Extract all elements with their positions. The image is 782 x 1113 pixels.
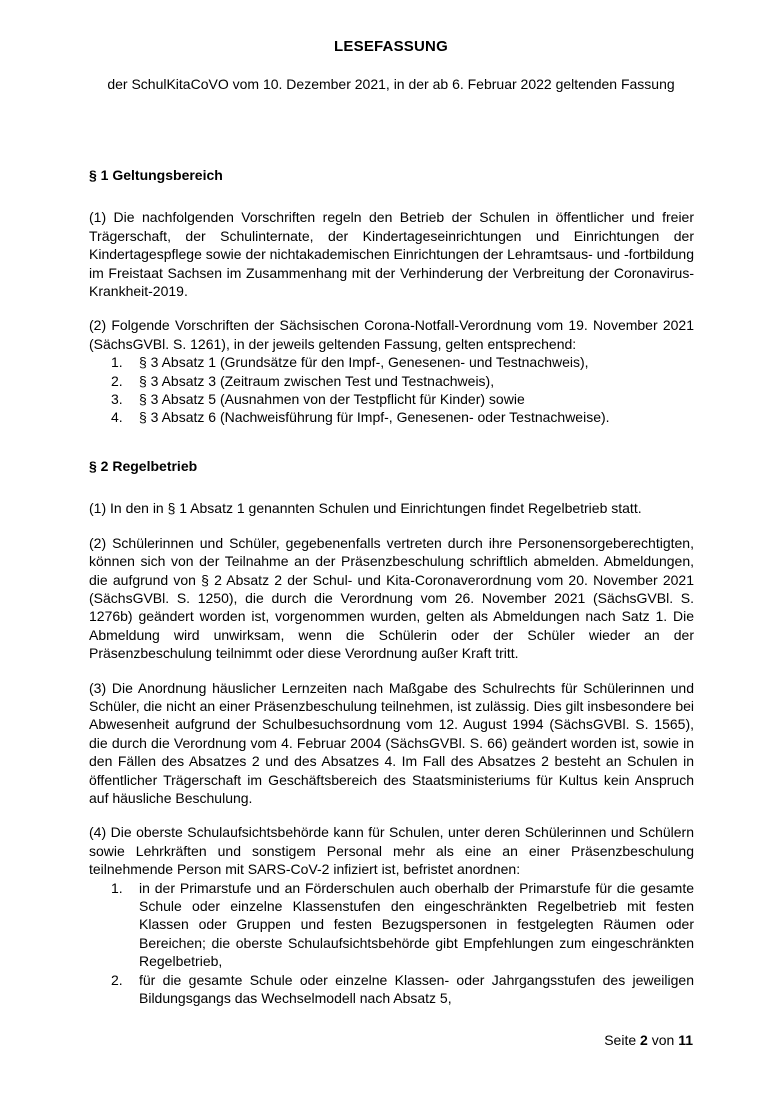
section-2-heading: § 2 Regelbetrieb [89, 457, 198, 474]
list-item-text: § 3 Absatz 3 (Zeitraum zwischen Test und Testnachweis), [139, 372, 495, 389]
list-item [89, 372, 694, 390]
list-item-number: 2. [111, 372, 123, 389]
list-item-text: in der Primarstufe und an Förderschulen auch oberhalb der Primarstufe für die gesamte Schule oder einzelne Klassenstufen den eingeschränkten Regelbetrieb mit festen Klassen oder Gruppen und festen Bezugspersonen in festgelegten Räumen oder Bereichen; die oberste Schulaufsichtsbehörde gibt Empfehlungen zum eingeschränkten Regelbetrieb, [139, 879, 694, 970]
list-item [89, 971, 694, 1008]
section-2-paragraph-2: (2) Schülerinnen und Schüler, gegebenenfalls vertreten durch ihre Personensorgeberechtigten, können sich von der Teilnahme an der Präsenzbeschulung schriftlich abmelden. Abmeldungen, die aufgrund von § 2 Absatz 2 der Schul- und Kita-Coronaverordnung vom 20. November 2021 (SächsGVBl. S. 1250), die durch die Verordnung vom 26. November 2021 (SächsGVBl. S. 1276b) geändert worden ist, vorgenommen wurden, gelten als Abmeldungen nach Satz 1. Die Abmeldung wird unwirksam, wenn die Schülerin oder der Schüler wieder an der Präsenzbeschulung teilnimmt oder diese Verordnung außer Kraft tritt. [89, 534, 694, 662]
list-item-text: für die gesamte Schule oder einzelne Klassen- oder Jahrgangsstufen des jeweiligen Bildungsgangs das Wechselmodell nach Absatz 5, [139, 971, 694, 1007]
section-2-paragraph-1: (1) In den in § 1 Absatz 1 genannten Schulen und Einrichtungen findet Regelbetrieb statt. [89, 500, 642, 517]
page-footer [604, 1032, 693, 1048]
section-1-list [89, 353, 694, 427]
document-title: LESEFASSUNG [334, 38, 448, 55]
list-item-number: 1. [111, 879, 123, 896]
section-2-paragraph-3: (3) Die Anordnung häuslicher Lernzeiten nach Maßgabe des Schulrechts für Schülerinnen und Schüler, die nicht an einer Präsenzbeschulung teilnehmen, ist zulässig. Dies gilt insbesondere bei Abwesenheit aufgrund der Schulbesuchsordnung vom 12. August 1994 (SächsGVBl. S. 1565), die durch die Verordnung vom 4. Februar 2004 (SächsGVBl. S. 66) geändert worden ist, sowie in den Fällen des Absatzes 2 und des Absatzes 4. Im Fall des Absatzes 2 besteht an Schulen in öffentlicher Trägerschaft im Geschäftsbereich des Staatsministeriums für Kultus kein Anspruch auf häusliche Beschulung. [89, 679, 694, 806]
footer-total-pages: 11 [678, 1032, 693, 1048]
list-item-number: 2. [111, 971, 123, 988]
list-item-text: § 3 Absatz 6 (Nachweisführung für Impf-, Genesenen- oder Testnachweise). [139, 409, 610, 426]
list-item [89, 879, 694, 971]
section-1-heading: § 1 Geltungsbereich [89, 167, 223, 183]
footer-page-number: 2 [640, 1032, 648, 1048]
document-subtitle: der SchulKitaCoVO vom 10. Dezember 2021, in der ab 6. Februar 2022 geltenden Fassung [107, 76, 675, 92]
document-body [89, 166, 694, 1007]
footer-prefix: Seite [604, 1032, 637, 1048]
footer-middle: von [651, 1032, 675, 1048]
list-item [89, 408, 694, 426]
list-item-text: § 3 Absatz 1 (Grundsätze für den Impf-, Genesenen- und Testnachweis), [139, 354, 589, 371]
list-item-number: 1. [111, 354, 123, 371]
section-2-list [89, 879, 694, 1008]
section-1-paragraph-1: (1) Die nachfolgenden Vorschriften regeln den Betrieb der Schulen in öffentlicher und freier Trägerschaft, der Schulinternate, der Kindertageseinrichtungen und Einrichtungen der Kindertagespflege sowie der nichtakademischen Einrichtungen der Lehramtsaus- und -fortbildung im Freistaat Sachsen im Zusammenhang mit der Verhinderung der Verbreitung der Coronavirus-Krankheit-2019. [89, 209, 694, 300]
list-item-number: 4. [111, 409, 123, 426]
list-item-text: § 3 Absatz 5 (Ausnahmen von der Testpflicht für Kinder) sowie [139, 391, 525, 408]
section-1-paragraph-2: (2) Folgende Vorschriften der Sächsischen Corona-Notfall-Verordnung vom 19. November 2021 (SächsGVBl. S. 1261), in der jeweils geltenden Fassung, gelten entsprechend: [89, 317, 694, 352]
list-item-number: 3. [111, 391, 123, 408]
list-item [89, 390, 694, 408]
section-2-paragraph-4: (4) Die oberste Schulaufsichtsbehörde kann für Schulen, unter deren Schülerinnen und Schülern sowie Lehrkräften und sonstigem Personal mehr als eine an einer Präsenzbeschulung teilnehmende Person mit SARS-CoV-2 infiziert ist, befristet anordnen: [89, 824, 694, 878]
list-item [89, 353, 694, 371]
